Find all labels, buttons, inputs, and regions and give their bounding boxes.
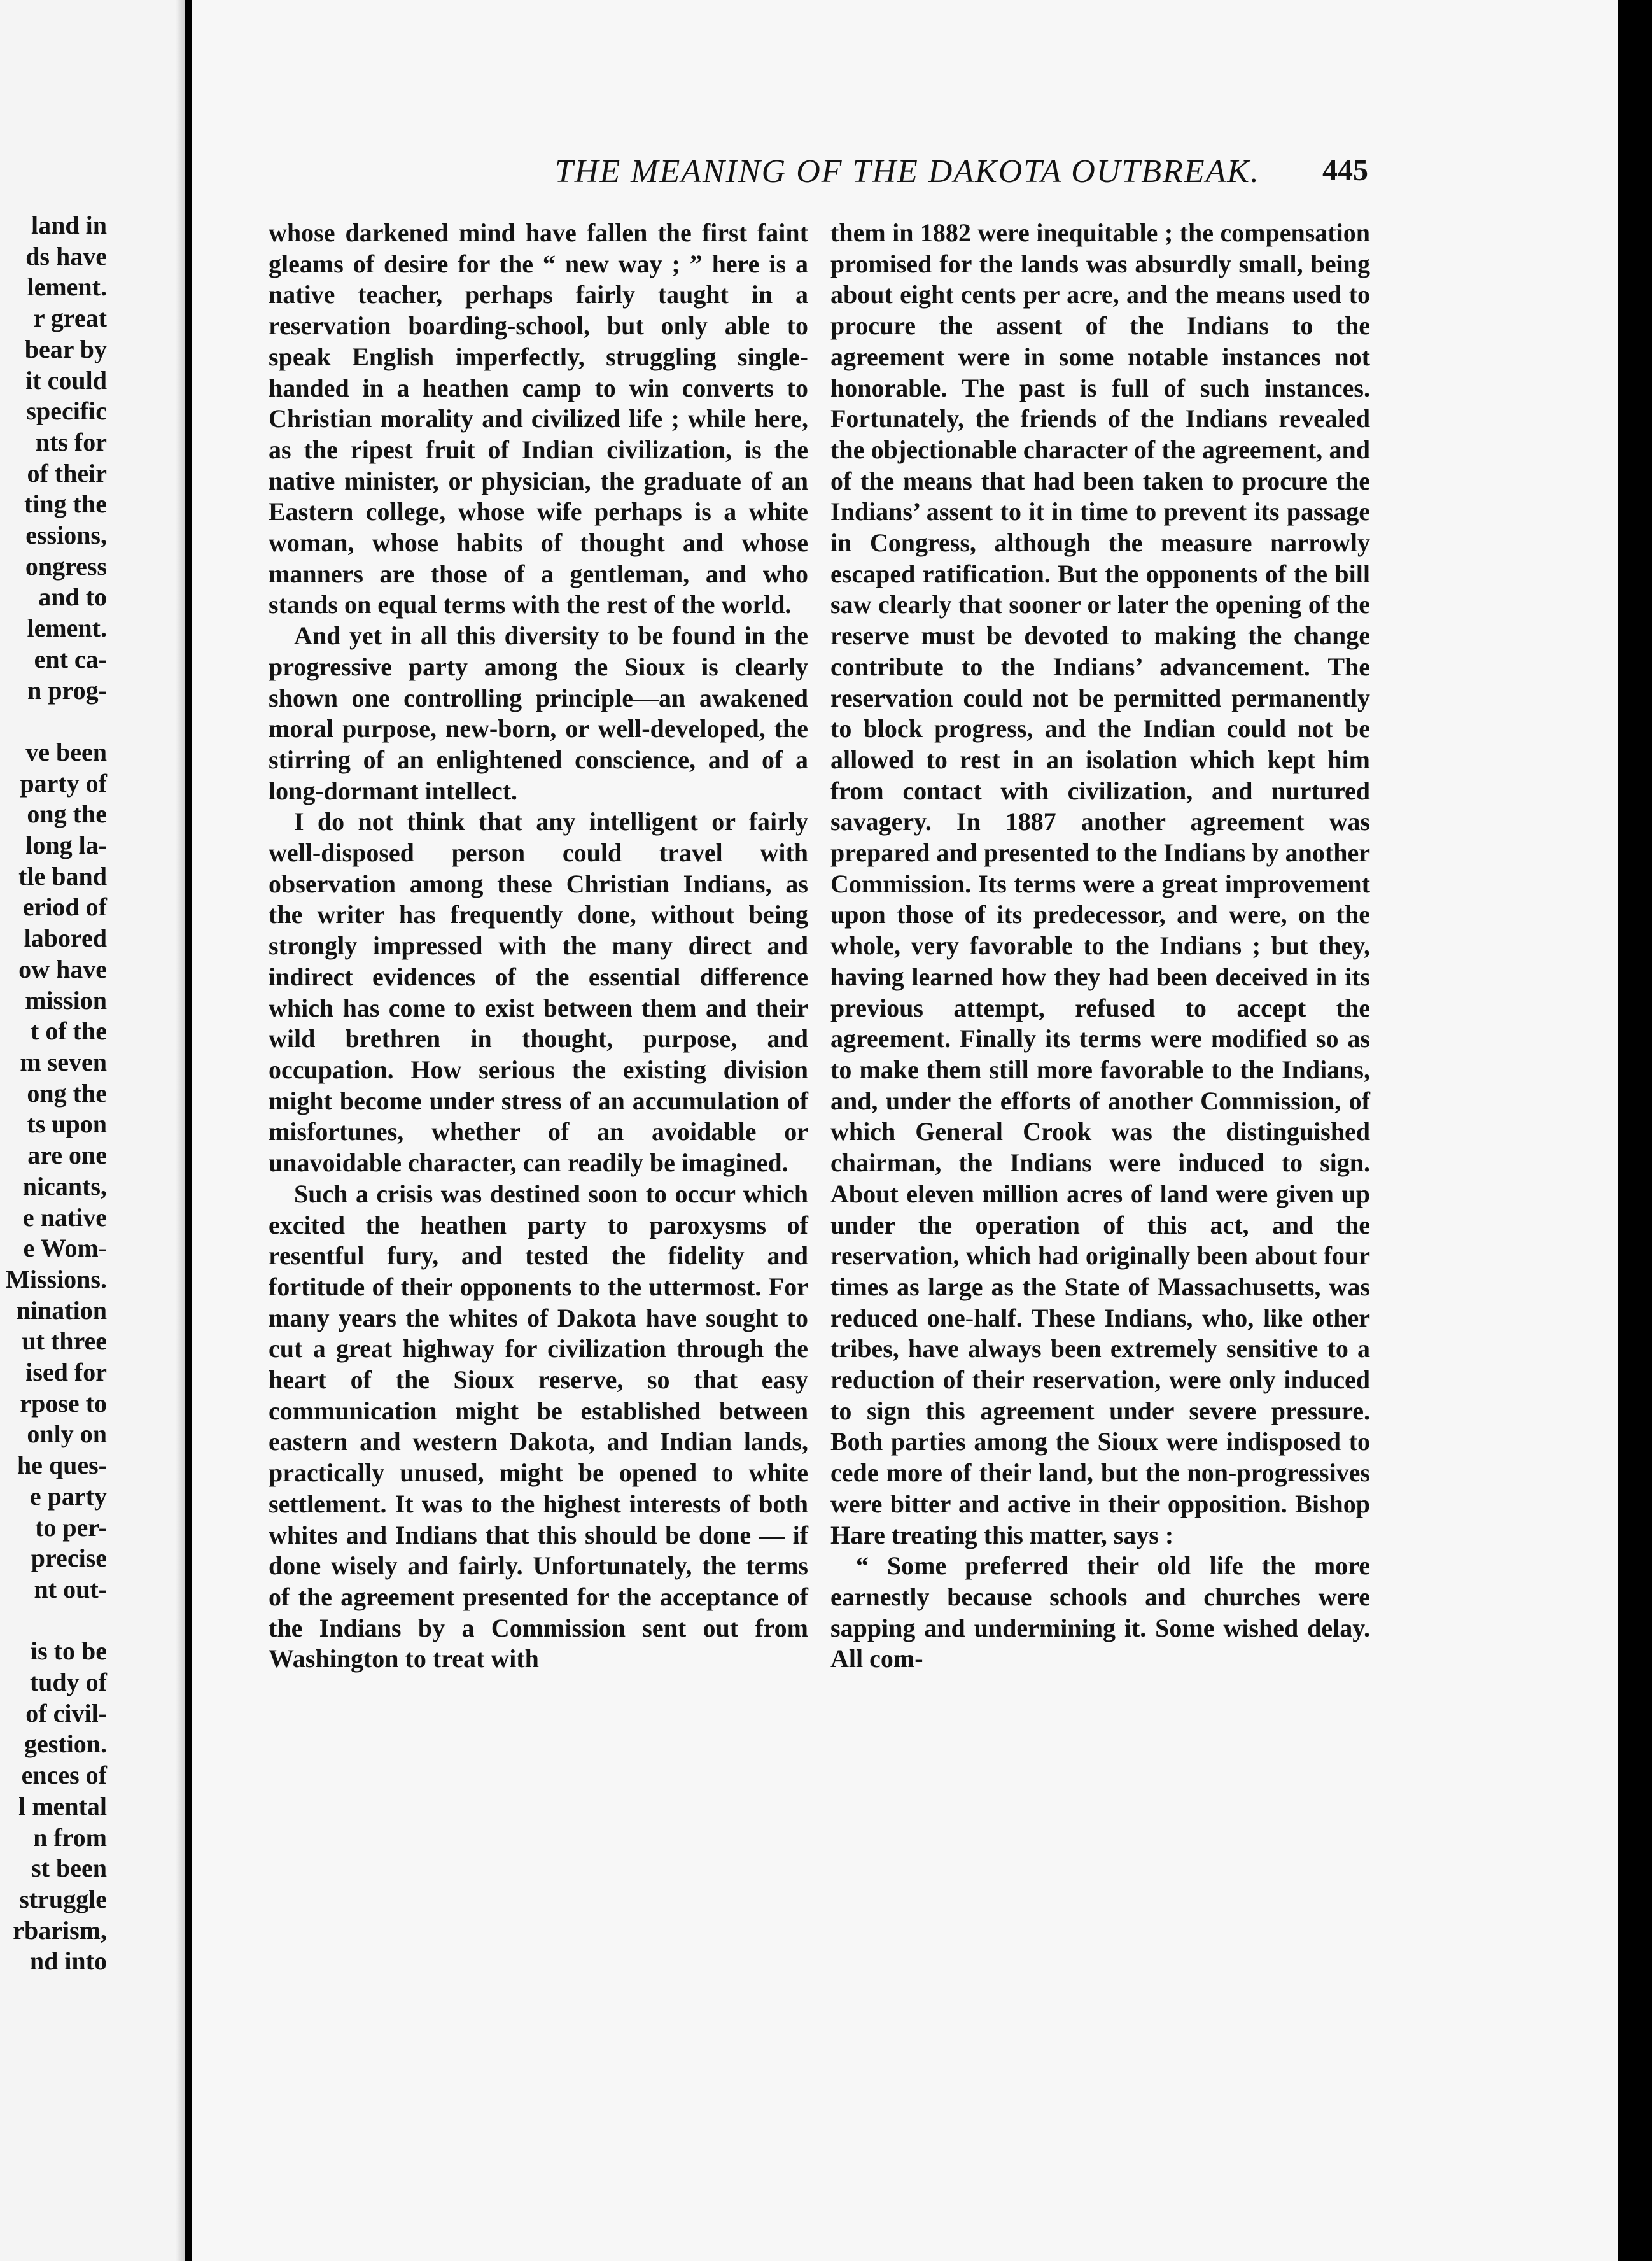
facing-page-line: ised for: [25, 1358, 107, 1387]
facing-page-line: ts upon: [27, 1109, 107, 1139]
facing-page-line: n from: [33, 1822, 107, 1852]
facing-page-line: essions,: [25, 521, 107, 550]
facing-page-line: ut three: [22, 1327, 107, 1356]
facing-page-line: he ques-: [17, 1451, 107, 1480]
facing-page-line: is to be: [31, 1637, 107, 1666]
facing-page-line: ent ca-: [34, 644, 107, 673]
page-number: 445: [1322, 153, 1368, 187]
facing-page-line: ds have: [25, 241, 107, 271]
page-edge: [1618, 0, 1652, 2261]
facing-page-line: labored: [24, 924, 107, 953]
facing-page-line: tudy of: [29, 1668, 107, 1697]
facing-page-line: nination: [16, 1295, 107, 1325]
facing-page-line: land in: [31, 211, 107, 239]
facing-page-line: gestion.: [24, 1729, 107, 1759]
facing-page-line: r great: [33, 304, 107, 333]
facing-page-line: party of: [20, 768, 107, 798]
facing-page-line: of civil-: [25, 1698, 107, 1728]
facing-page-line: Missions.: [6, 1264, 107, 1293]
facing-page-line: of their: [27, 458, 107, 488]
paragraph: And yet in all this diversity to be found in the progressive party among the Sioux is clearly shown one controlling principle—an awakened moral purpose, new-born, or well-developed, the stirring of an enlightened conscience, and of a long-dormant intellect.: [269, 621, 808, 805]
paragraph: “ Some preferred their old life the more earnestly because schools and churches were sapping and undermining it. Some wished delay. All com-: [830, 1551, 1370, 1673]
paragraph: them in 1882 were inequitable ; the compensation promised for the lands was absurdly small, being about eight cents per acre, and the means used to procure the assent of the Indians to the agreement were in some notable instances not honorable. The past is full of such instances. Fortunately, the friends of the Indians revealed the objectionable character of the agreement, and of the means that had been taken to procure the Indians’ assent to it in time to prevent its passage in Congress, although the measure narrowly escaped ratification. But the opponents of the bill saw clearly that sooner or later the opening of the reserve must be devoted to making the change contribute to the Indians’ advancement. The reservation could not be permitted permanently to block progress, and the Indian could not be allowed to rest in an isolation which kept him from contact with civilization, and nurtured savagery. In 1887 another agreement was prepared and presented to the Indians by another Commission. Its terms were a great improvement upon those of its predecessor, and were, on the whole, very favorable to the Indians ; but they, having learned how they had been deceived in its previous attempt, refused to accept the agreement. Finally its terms were modified so as to make them still more favorable to the Indians, and, under the efforts of another Commission, of which General Crook was the distinguished chairman, the Indians were induced to sign. About eleven million acres of land were given up under the operation of this act, and the reservation, which had originally been about four times as large as the State of Massachusetts, was reduced one-half. These Indians, who, like other tribes, have always been extremely sensitive to a reduction of their reservation, were only induced to sign this agreement under severe pressure. Both parties among the Sioux were indisposed to cede more of their land, but the non-progressives were bitter and active in their opposition. Bishop Hare treating this matter, says :: [830, 218, 1370, 1549]
facing-page-line: mission: [25, 985, 107, 1015]
facing-page-line: st been: [31, 1854, 107, 1883]
facing-page-line: ting the: [24, 490, 107, 519]
page-header: [242, 153, 1368, 195]
facing-page-line: specific: [26, 397, 107, 426]
running-title: THE MEANING OF THE DAKOTA OUTBREAK.: [554, 153, 1260, 190]
facing-page-line: e party: [29, 1481, 107, 1511]
facing-page-line: bear by: [24, 334, 107, 363]
book-gutter: [176, 0, 185, 2261]
facing-page-line: rpose to: [20, 1388, 107, 1418]
facing-page-line: and to: [38, 582, 107, 612]
facing-page-line: ong the: [27, 799, 107, 829]
facing-page-line: eriod of: [22, 892, 107, 922]
facing-page-line: [0, 1605, 107, 1637]
facing-page-line: it could: [25, 365, 107, 395]
facing-page-line: e native: [22, 1202, 107, 1232]
facing-page-line: nicants,: [22, 1171, 107, 1201]
facing-page-line: rbarism,: [13, 1915, 107, 1945]
facing-page-line: n prog-: [27, 675, 107, 705]
facing-page-line: nt out-: [34, 1574, 107, 1603]
facing-page-line: precise: [31, 1544, 107, 1573]
text-column-1: [269, 218, 808, 1675]
facing-page-line: tle band: [18, 861, 107, 891]
facing-page-line: ences of: [21, 1761, 107, 1790]
facing-page-line: [0, 706, 107, 737]
paragraph: I do not think that any intelligent or fairly well-disposed person could travel with observation among these Christian Indians, as the writer has frequently done, without being strongly impressed with the many direct and indirect evidences of the essential difference which has come to exist between them and their wild brethren in thought, purpose, and occupation. How serious the existing division might become under stress of an accumulation of misfortunes, whether of an avoidable or unavoidable character, can readily be imagined.: [269, 807, 808, 1178]
facing-page-line: ve been: [25, 737, 107, 766]
facing-page-line: are one: [27, 1141, 107, 1170]
facing-page-line: t of the: [31, 1017, 107, 1046]
paragraph: whose darkened mind have fallen the first faint gleams of desire for the “ new way ; ” here is a native teacher, perhaps fairly taught in a reservation boarding-school, but only able to speak English imperfectly, struggling single-handed in a heathen camp to win converts to Christian morality and civilized life ; while here, as the ripest fruit of Indian civilization, is the native minister, or physician, the graduate of an Eastern college, whose wife perhaps is a white woman, whose habits of thought and whose manners are those of a gentleman, and who stands on equal terms with the rest of the world.: [269, 218, 808, 619]
facing-page-text-fragments: [0, 210, 107, 1977]
facing-page-line: nd into: [29, 1947, 107, 1976]
facing-page-line: struggle: [19, 1884, 107, 1913]
facing-page-line: ong the: [27, 1078, 107, 1108]
facing-page-line: l mental: [18, 1791, 107, 1821]
facing-page-line: ow have: [18, 954, 107, 983]
facing-page-line: lement.: [27, 272, 107, 302]
facing-page-line: only on: [27, 1419, 107, 1449]
facing-page-line: nts for: [35, 427, 107, 456]
facing-page-line: to per-: [35, 1512, 107, 1542]
facing-page-line: long la-: [25, 831, 107, 860]
text-column-2: [830, 218, 1370, 1675]
facing-page-line: ongress: [25, 551, 107, 581]
facing-page-line: e Wom-: [23, 1234, 107, 1263]
facing-page-line: m seven: [20, 1047, 107, 1076]
facing-page: [0, 0, 185, 2261]
paragraph: Such a crisis was destined soon to occur which excited the heathen party to paroxysms of resentful fury, and tested the fidelity and fortitude of their opponents to the uttermost. For many years the whites of Dakota have sought to cut a great highway for civilization through the heart of the Sioux reserve, so that easy communication might be established between eastern and western Dakota, and Indian lands, practically unused, might be opened to white settlement. It was to the highest interests of both whites and Indians that this should be done — if done wisely and fairly. Unfortunately, the terms of the agreement presented for the acceptance of the Indians by a Commission sent out from Washington to treat with: [269, 1179, 808, 1673]
facing-page-line: lement.: [27, 614, 107, 643]
